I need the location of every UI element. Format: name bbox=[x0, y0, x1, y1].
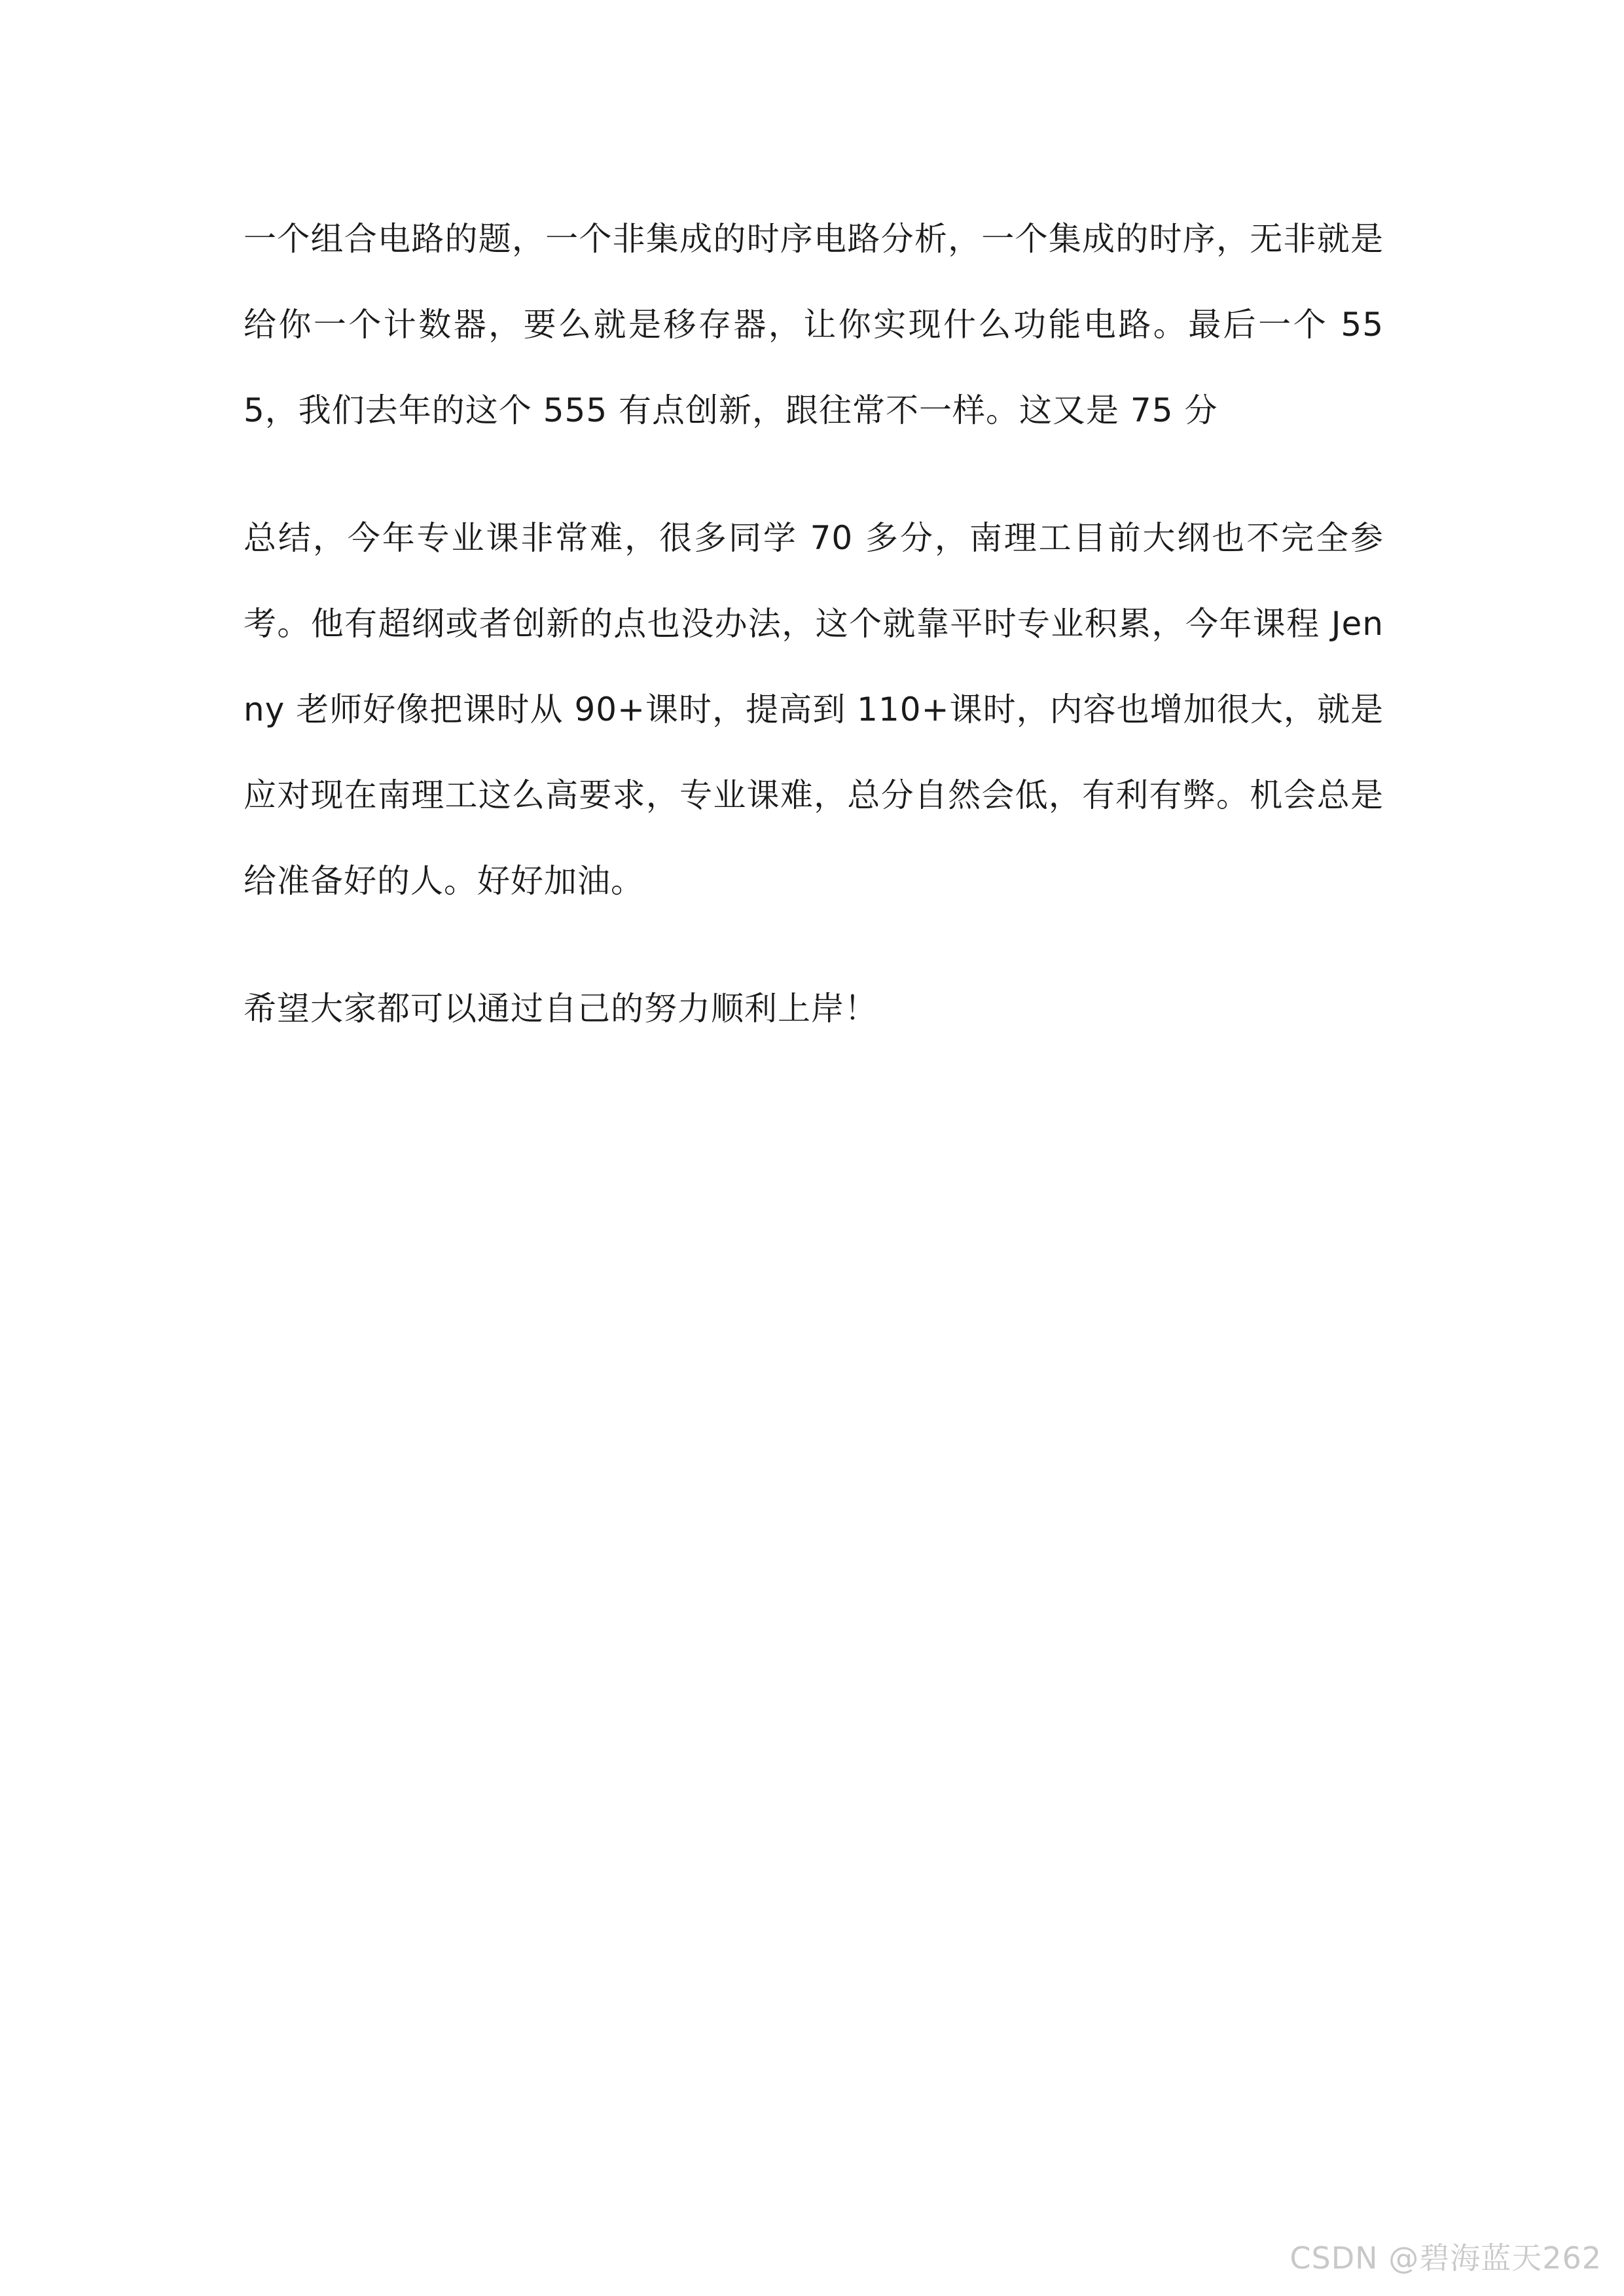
paragraph-3: 希望大家都可以通过自己的努力顺利上岸！ bbox=[244, 990, 878, 1028]
paragraph-2: 总结，今年专业课非常难，很多同学 70 多分，南理工目前大纲也不完全参考。他有超纲或者创新的点也没办法，这个就靠平时专业积累，今年课程 Jenny 老师好像把课时从 90+课时，提高到 110+课时，内容也增加很大，就是应对现在南理工这么高要求，专业课难，总分自然会低，有利有弊。机会总是给准备好的人。好好加油。 bbox=[244, 519, 1384, 900]
paragraph-1: 一个组合电路的题，一个非集成的时序电路分析，一个集成的时序，无非就是给你一个计数器，要么就是移存器，让你实现什么功能电路。最后一个 555，我们去年的这个 555 有点创新，跟往常不一样。这又是 75 分 bbox=[244, 220, 1384, 429]
document-body bbox=[244, 196, 1384, 1094]
csdn-watermark: CSDN @碧海蓝天262 bbox=[1290, 2240, 1602, 2276]
